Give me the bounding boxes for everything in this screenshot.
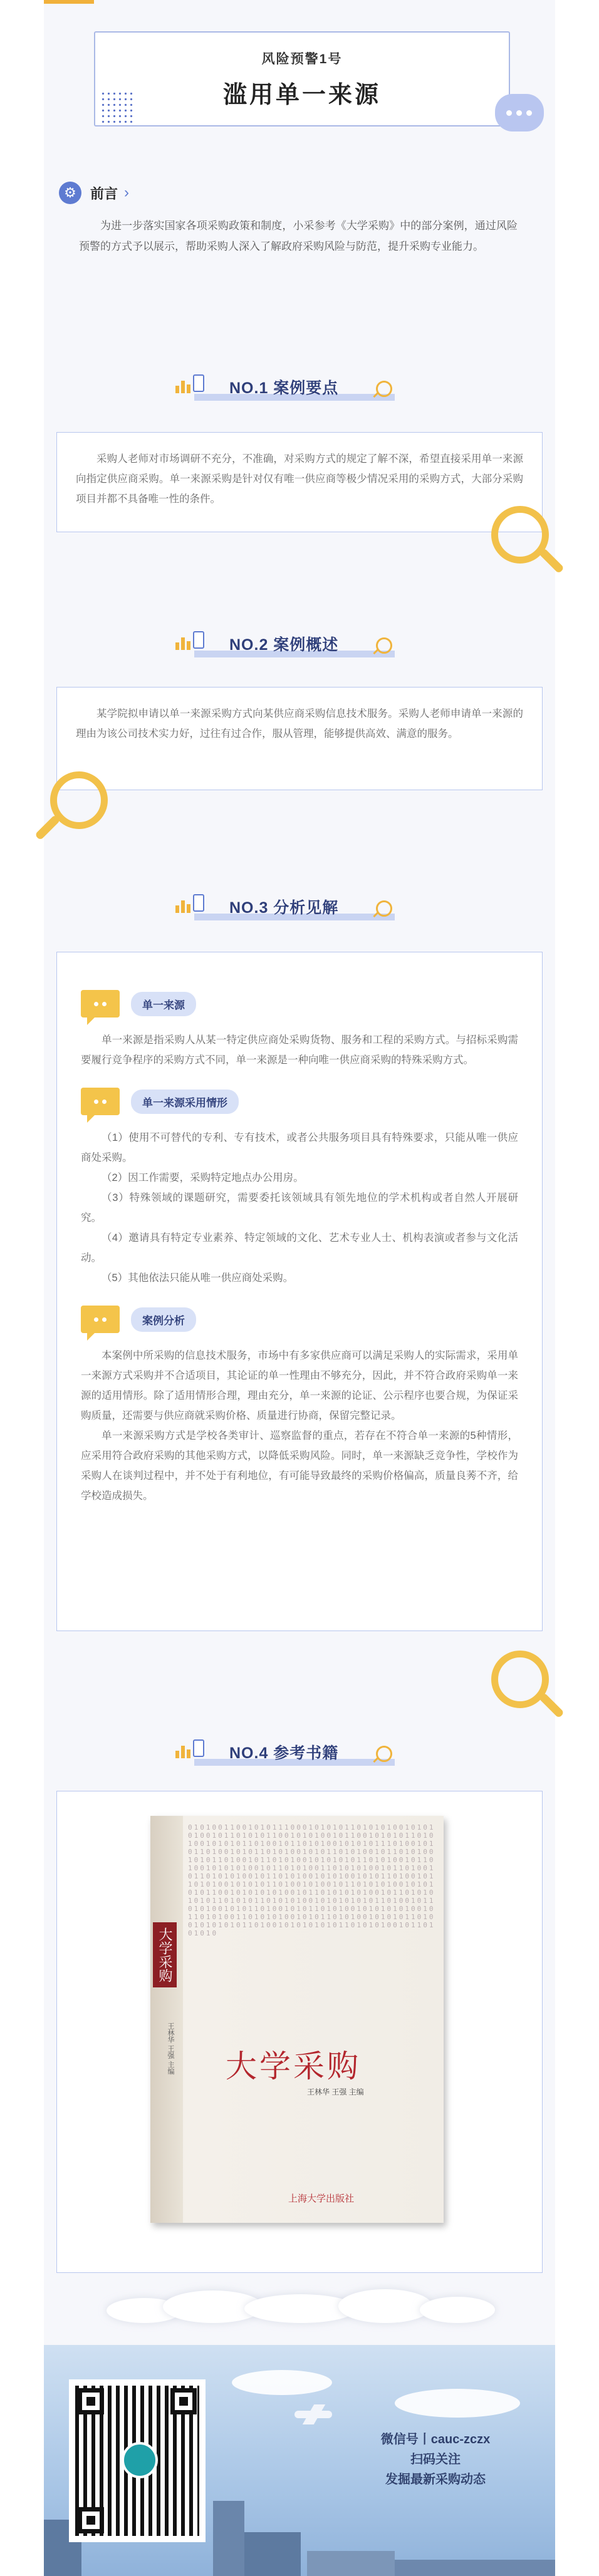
book-spine-author: 王林华 王强 主编 — [167, 2022, 174, 2075]
case-summary-card — [56, 687, 543, 790]
analysis-heading-3 — [81, 1299, 518, 1339]
wechat-id: 微信号丨cauc-zczx — [380, 2433, 491, 2446]
binary-pattern: 0101001100101011100010101011010101001010101001011010101100101010010110010101011010100101010110100101101010010101011101001010110100101011010100101011010100101101010010101101001011010100101010101101010010110100101010100101101010011010101001011010010110101010010110101001010100101011010010110101001010101101001010010110101010010101010110010101010100101101010101001011010101010110101011010101001010101010110100101101010010101101001010110101001010101010010110101001101010100101011010100101010110100101010101101001010101010110101010010110101010 — [188, 1823, 435, 1937]
book-author: 王林华 王强 主编 — [307, 2088, 364, 2096]
heading-pill: 单一来源 — [131, 992, 196, 1016]
chat-bubble-icon — [81, 990, 120, 1018]
section-title-3 — [157, 889, 445, 923]
list-item: （2）因工作需要，采购特定地点办公用房。 — [102, 1172, 304, 1183]
chevron-right-icon: › — [124, 184, 130, 201]
heading-pill: 案例分析 — [131, 1307, 196, 1332]
chat-bubble-icon — [81, 1088, 120, 1115]
magnifier-icon — [376, 381, 392, 397]
bar-chart-phone-icon — [175, 631, 204, 652]
section-label: NO.4 参考书籍 — [229, 1744, 339, 1762]
section-label: NO.3 分析见解 — [229, 899, 339, 917]
magnifier-icon — [376, 900, 392, 917]
page-title: 滥用单一来源 — [222, 82, 381, 108]
article-page — [44, 0, 555, 2576]
case-points-card — [56, 432, 543, 532]
qr-code[interactable] — [69, 2379, 206, 2542]
book-publisher: 上海大学出版社 — [288, 2193, 355, 2204]
top-accent-bar — [44, 0, 94, 4]
magnifier-icon — [491, 506, 549, 564]
list-item: （4）邀请具有特定专业素养、特定领域的文化、艺术专业人士、机构表演或者参与文化活动。 — [81, 1232, 518, 1264]
magnifier-icon — [50, 771, 108, 829]
section-title-2 — [157, 626, 445, 660]
list-item: （1）使用不可替代的专利、专有技术，或者公共服务项目具有特殊要求，只能从唯一供应商处采购。 — [81, 1132, 518, 1163]
scan-follow-text: 扫码关注 — [410, 2453, 461, 2466]
bar-chart-phone-icon — [175, 1739, 204, 1761]
analysis-paragraph: 单一来源采购方式是学校各类审计、巡察监督的重点，若存在不符合单一来源的5种情形，应采用符合政府采购的其他采购方式，以降低采购风险。同时，单一来源缺乏竞争性，学校作为采购人在谈判过程中，并不处于有利地位，有可能导致最终的采购价格偏高，质量良莠不齐，给学校造成损失。 — [81, 1430, 518, 1502]
preface-text: 为进一步落实国家各项采购政策和制度，小采参考《大学采购》中的部分案例，通过风险预警的方式予以展示，帮助采购人深入了解政府采购风险与防范，提升采购专业能力。 — [79, 220, 518, 252]
magnifier-icon — [376, 637, 392, 654]
section-title-4 — [157, 1734, 445, 1768]
bar-chart-phone-icon — [175, 374, 204, 396]
book-cover-image — [150, 1816, 444, 2223]
book-spine-title: 大学采购 — [153, 1922, 177, 1987]
preface-heading — [59, 182, 129, 204]
chat-bubble-icon — [81, 1306, 120, 1333]
gear-icon: ⚙ — [59, 182, 81, 204]
cloud-divider — [107, 2285, 495, 2323]
header-subtitle: 风险预警1号 — [261, 52, 343, 66]
bar-chart-phone-icon — [175, 894, 204, 915]
footer-slogan: 发掘最新采购动态 — [385, 2473, 486, 2486]
list-item: （3）特殊领域的课题研究，需要委托该领域具有领先地位的学术机构或者自然人开展研究。 — [81, 1192, 518, 1224]
footer-text — [345, 2429, 526, 2490]
speech-bubble-icon — [495, 94, 544, 131]
book-spine — [150, 1816, 183, 2223]
section-title-1 — [157, 369, 445, 403]
heading-pill: 单一来源采用情形 — [131, 1090, 239, 1114]
analysis-paragraph: 单一来源是指采购人从某一特定供应商处采购货物、服务和工程的采购方式。与招标采购需要履行竞争程序的采购方式不同，单一来源是一种向唯一供应商采购的特殊采购方式。 — [81, 1034, 518, 1066]
dot-pattern-decoration — [100, 91, 135, 126]
preface-label: 前言 — [90, 185, 118, 202]
magnifier-icon — [376, 1746, 392, 1762]
case-points-text: 采购人老师对市场调研不充分，不准确，对采购方式的规定了解不深，希望直接采用单一来源向指定供应商采购。单一来源采购是针对仅有唯一供应商等极少情况采用的采购方式，大部分采购项目并都不具备唯一性的条件。 — [76, 453, 523, 505]
analysis-paragraph: 本案例中所采购的信息技术服务，市场中有多家供应商可以满足采购人的实际需求，采用单一来源方式采购并不合适项目，其论证的单一性理由不够充分，因此，并不符合政府采购单一来源的适用情形。除了适用情形合理，理由充分，单一来源的论证、公示程序也要合规，为保证采购质量，还需要与供应商就采购价格、质量进行协商，保留完整记录。 — [81, 1350, 518, 1421]
section-label: NO.2 案例概述 — [229, 636, 339, 654]
analysis-card — [56, 952, 543, 1631]
analysis-heading-1 — [81, 984, 518, 1024]
case-summary-text: 某学院拟申请以单一来源采购方式向某供应商采购信息技术服务。采购人老师申请单一来源的理由为该公司技术实力好，过往有过合作，服从管理，能够提供高效、满意的服务。 — [76, 708, 523, 739]
airplane-icon — [294, 2411, 332, 2418]
section-label: NO.1 案例要点 — [229, 379, 339, 397]
book-title: 大学采购 — [226, 2048, 361, 2084]
magnifier-icon — [491, 1651, 549, 1708]
analysis-heading-2 — [81, 1081, 518, 1121]
qr-logo-icon — [122, 2442, 158, 2478]
list-item: （5）其他依法只能从唯一供应商处采购。 — [102, 1272, 294, 1284]
header-card — [94, 31, 510, 126]
